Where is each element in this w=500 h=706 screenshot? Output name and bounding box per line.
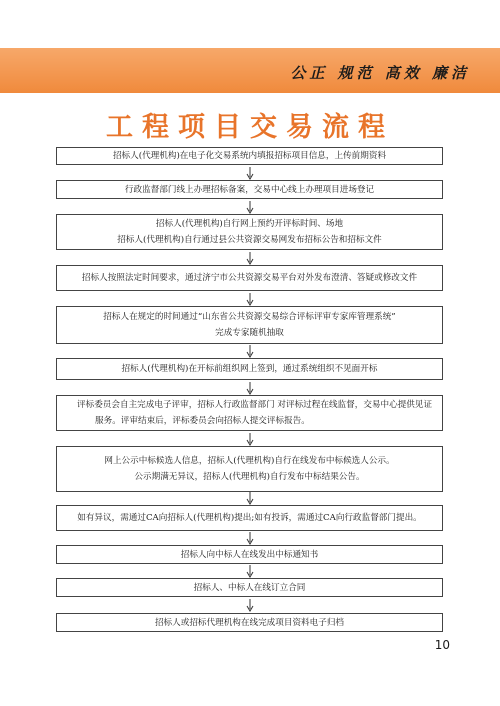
process-step-12 — [56, 613, 443, 632]
process-step-5 — [56, 306, 443, 344]
step-text: 招标人在规定的时间通过“山东省公共资源交易综合评标评审专家库管理系统” — [103, 312, 396, 322]
process-step-3 — [56, 214, 443, 250]
page-number: 10 — [434, 638, 450, 652]
step-text: 完成专家随机抽取 — [215, 328, 284, 338]
process-step-9 — [56, 505, 443, 531]
step-text: 招标人(代理机构)在电子化交易系统内填报招标项目信息，上传前期资料 — [112, 151, 387, 161]
down-arrow-icon — [245, 598, 255, 612]
process-step-10 — [56, 545, 443, 564]
step-text: 评标委员会自主完成电子评审，招标人行政监督部门 对评标过程在线监督，交易中心提供见证 — [77, 400, 433, 410]
step-text: 网上公示中标候选人信息，招标人(代理机构)自行在线发布中标候选人公示。 — [104, 456, 395, 466]
down-arrow-icon — [245, 251, 255, 265]
step-text: 招标人或招标代理机构在线完成项目资料电子归档 — [154, 617, 345, 628]
down-arrow-icon — [245, 531, 255, 545]
step-text: 公示期满无异议，招标人(代理机构)自行发布中标结果公告。 — [134, 472, 365, 482]
down-arrow-icon — [245, 564, 255, 578]
down-arrow-icon — [245, 292, 255, 306]
step-text: 招标人向中标人在线发出中标通知书 — [180, 549, 319, 560]
page-title: 工程项目交易流程 — [106, 112, 394, 143]
process-step-4 — [56, 265, 443, 291]
down-arrow-icon — [245, 432, 255, 446]
down-arrow-icon — [245, 491, 255, 505]
down-arrow-icon — [245, 381, 255, 395]
step-text: 如有异议，需通过CA向招标人(代理机构)提出;如有投诉，需通过CA向行政监督部门提出。 — [77, 513, 422, 523]
down-arrow-icon — [245, 344, 255, 358]
process-step-1 — [56, 147, 443, 165]
process-step-6 — [56, 358, 443, 380]
step-text: 招标人按照法定时间要求，通过济宁市公共资源交易平台对外发布澄清、答疑或修改文件 — [81, 273, 418, 283]
process-step-7 — [56, 395, 443, 431]
step-text: 服务。评审结束后，评标委员会向招标人提交评标报告。 — [95, 416, 310, 426]
step-text: 招标人(代理机构)自行通过县公共资源交易网发布招标公告和招标文件 — [117, 235, 382, 245]
motto: 公正 规范 高效 廉洁 — [290, 64, 470, 82]
down-arrow-icon — [245, 166, 255, 180]
step-text: 招标人(代理机构)自行网上预约开评标时间、场地 — [155, 219, 344, 229]
process-step-8 — [56, 446, 443, 492]
step-text: 招标人、中标人在线订立合同 — [193, 582, 306, 593]
process-step-2 — [56, 180, 443, 199]
process-step-11 — [56, 578, 443, 597]
step-text: 招标人(代理机构)在开标前组织网上签到，通过系统组织不见面开标 — [121, 364, 378, 374]
down-arrow-icon — [245, 200, 255, 214]
step-text: 行政监督部门线上办理招标备案，交易中心线上办理项目进场登记 — [124, 184, 375, 195]
